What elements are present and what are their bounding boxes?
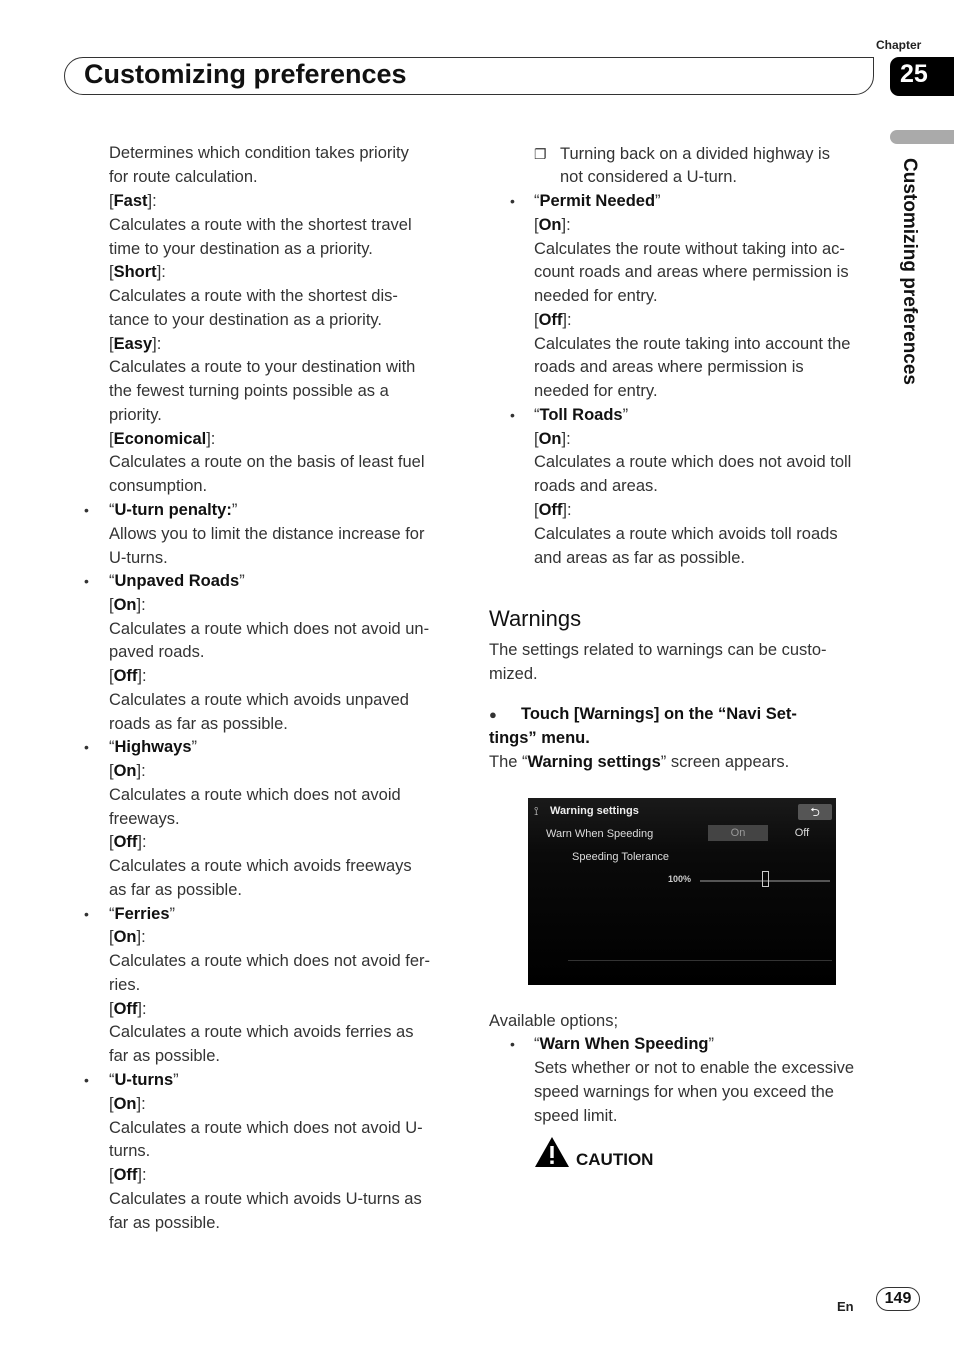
checkbox-note-icon: ❐ [534, 146, 547, 162]
step-instruction-cont: tings” menu. [489, 729, 590, 747]
chapter-number-badge: 25 [890, 57, 954, 96]
text-line: Calculates a route which does not avoid U- [109, 1119, 423, 1137]
text-line: time to your destination as a priority. [109, 240, 373, 258]
warn-when-speeding-label: Warn When Speeding [546, 828, 654, 840]
option-on: [On]: [109, 596, 146, 614]
text-line: speed limit. [534, 1107, 618, 1125]
setting-name: U-turns [114, 1071, 174, 1089]
bullet-icon: • [84, 906, 89, 922]
option-name: Short [113, 263, 157, 281]
text-line: Calculates a route which does not avoid un- [109, 620, 430, 638]
setting-toll-roads: “Toll Roads” [534, 406, 629, 424]
text-line: Calculates a route which avoids toll roads [534, 525, 838, 543]
text-line: tance to your destination as a priority. [109, 311, 383, 329]
setting-name: Permit Needed [539, 192, 656, 210]
option-on: [On]: [534, 430, 571, 448]
option-name: On [113, 1095, 137, 1113]
bullet-icon: • [510, 407, 515, 423]
option-name: On [538, 430, 562, 448]
text-line: Calculates a route with the shortest travel [109, 216, 412, 234]
bullet-icon: • [84, 1072, 89, 1088]
option-economical: [Economical]: [109, 430, 216, 448]
text-line: the fewest turning points possible as a [109, 382, 389, 400]
setting-ferries: “Ferries” [109, 905, 176, 923]
option-on: [On]: [109, 762, 146, 780]
speeding-tolerance-label: Speeding Tolerance [572, 851, 670, 863]
setting-name: Highways [114, 738, 192, 756]
text-line: U-turns. [109, 549, 168, 567]
text-line: Calculates a route which does not avoid fer- [109, 952, 431, 970]
back-button: ⮌ [798, 804, 832, 820]
text-line: Calculates the route without taking into ac- [534, 240, 845, 258]
option-on: [On]: [534, 216, 571, 234]
setting-name: Toll Roads [539, 406, 623, 424]
text-line: far as possible. [109, 1214, 220, 1232]
setting-name: Unpaved Roads [114, 572, 240, 590]
divider [568, 960, 832, 961]
screen-title: Warning settings [550, 805, 639, 817]
text-line: freeways. [109, 810, 180, 828]
text-line: Calculates a route on the basis of least fuel [109, 453, 425, 471]
warning-triangle-icon [534, 1136, 570, 1168]
chapter-label: Chapter [876, 38, 922, 52]
text-line: paved roads. [109, 643, 205, 661]
setting-warn-when-speeding: “Warn When Speeding” [534, 1035, 714, 1053]
text-fragment: ” screen appears. [660, 753, 790, 771]
option-off: [Off]: [109, 833, 147, 851]
text-line: Turning back on a divided highway is [560, 145, 830, 163]
text-fragment: The “ [489, 753, 528, 771]
step-result [489, 751, 789, 775]
bullet-icon: • [510, 193, 515, 209]
off-button: Off [794, 827, 810, 839]
setting-u-turn-penalty: “U-turn penalty:” [109, 501, 238, 519]
option-short: [Short]: [109, 263, 166, 281]
option-name: Off [113, 1166, 138, 1184]
text-line: mized. [489, 665, 538, 683]
text-line: Allows you to limit the distance increase for [109, 525, 425, 543]
option-off: [Off]: [534, 311, 572, 329]
text-line: Calculates a route which avoids ferries as [109, 1023, 414, 1041]
text-line: and areas as far as possible. [534, 549, 745, 567]
text-line: not considered a U-turn. [560, 168, 738, 186]
text-line: count roads and areas where permission is [534, 263, 849, 281]
setting-u-turns: “U-turns” [109, 1071, 179, 1089]
text-line: Calculates a route which does not avoid toll [534, 453, 852, 471]
language-label: En [837, 1299, 854, 1314]
caution-label: CAUTION [576, 1150, 654, 1169]
text-line: needed for entry. [534, 382, 658, 400]
text-line: Calculates a route with the shortest dis- [109, 287, 398, 305]
text-line: The settings related to warnings can be custo- [489, 641, 827, 659]
text-line: turns. [109, 1142, 151, 1160]
option-name: Off [538, 501, 563, 519]
page-title: Customizing preferences [84, 59, 407, 89]
text-line: Determines which condition takes priority [109, 144, 409, 162]
setting-name: Warn When Speeding [539, 1035, 709, 1053]
option-off: [Off]: [109, 1000, 147, 1018]
option-name: Fast [113, 192, 148, 210]
bullet-icon: • [510, 1036, 515, 1052]
option-name: Economical [113, 430, 207, 448]
text-line: roads as far as possible. [109, 715, 288, 733]
step-instruction: Touch [Warnings] on the “Navi Set- [521, 705, 797, 723]
option-on: [On]: [109, 1095, 146, 1113]
tolerance-value: 100% [668, 874, 692, 884]
text-line: far as possible. [109, 1047, 220, 1065]
option-name: Off [113, 1000, 138, 1018]
text-line: roads and areas. [534, 477, 658, 495]
page-number: 149 [876, 1287, 920, 1311]
option-name: On [113, 928, 137, 946]
warnings-heading: Warnings [489, 606, 582, 631]
option-name: Easy [113, 335, 153, 353]
text-line: Calculates a route which does not avoid [109, 786, 401, 804]
option-on: [On]: [109, 928, 146, 946]
setting-unpaved-roads: “Unpaved Roads” [109, 572, 245, 590]
text-line: ries. [109, 976, 141, 994]
text-line: Calculates the route taking into account the [534, 335, 851, 353]
tolerance-slider-knob [762, 871, 769, 887]
text-line: Calculates a route which avoids U-turns as [109, 1190, 422, 1208]
option-name: On [538, 216, 562, 234]
option-off: [Off]: [109, 1166, 147, 1184]
text-line: as far as possible. [109, 881, 242, 899]
option-name: Off [113, 833, 138, 851]
text-line: needed for entry. [534, 287, 658, 305]
screen-name: Warning settings [527, 753, 661, 771]
text-line: Available options; [489, 1012, 619, 1030]
bullet-icon: • [84, 573, 89, 589]
side-tab-label: Customizing preferences [899, 158, 920, 385]
text-line: for route calculation. [109, 168, 258, 186]
bullet-icon: • [84, 502, 89, 518]
text-line: roads and areas where permission is [534, 358, 804, 376]
setting-name: U-turn penalty: [114, 501, 232, 519]
text-line: Calculates a route which avoids freeways [109, 857, 412, 875]
warning-settings-screenshot [528, 798, 836, 985]
step-bullet-icon: ● [489, 707, 497, 722]
setting-highways: “Highways” [109, 738, 198, 756]
bullet-icon: • [84, 739, 89, 755]
on-button: On [708, 825, 768, 841]
option-fast: [Fast]: [109, 192, 157, 210]
text-line: priority. [109, 406, 162, 424]
setting-name: Ferries [114, 905, 170, 923]
option-name: Off [538, 311, 563, 329]
text-line: Calculates a route to your destination with [109, 358, 416, 376]
text-line: Calculates a route which avoids unpaved [109, 691, 409, 709]
text-line: Sets whether or not to enable the excessive [534, 1059, 855, 1077]
side-tab-marker [890, 130, 954, 144]
option-off: [Off]: [109, 667, 147, 685]
option-name: On [113, 596, 137, 614]
option-name: On [113, 762, 137, 780]
settings-tool-icon: ⟟ [534, 804, 539, 818]
text-line: speed warnings for when you exceed the [534, 1083, 834, 1101]
option-easy: [Easy]: [109, 335, 162, 353]
option-off: [Off]: [534, 501, 572, 519]
option-name: Off [113, 667, 138, 685]
setting-permit-needed: “Permit Needed” [534, 192, 661, 210]
text-line: consumption. [109, 477, 208, 495]
